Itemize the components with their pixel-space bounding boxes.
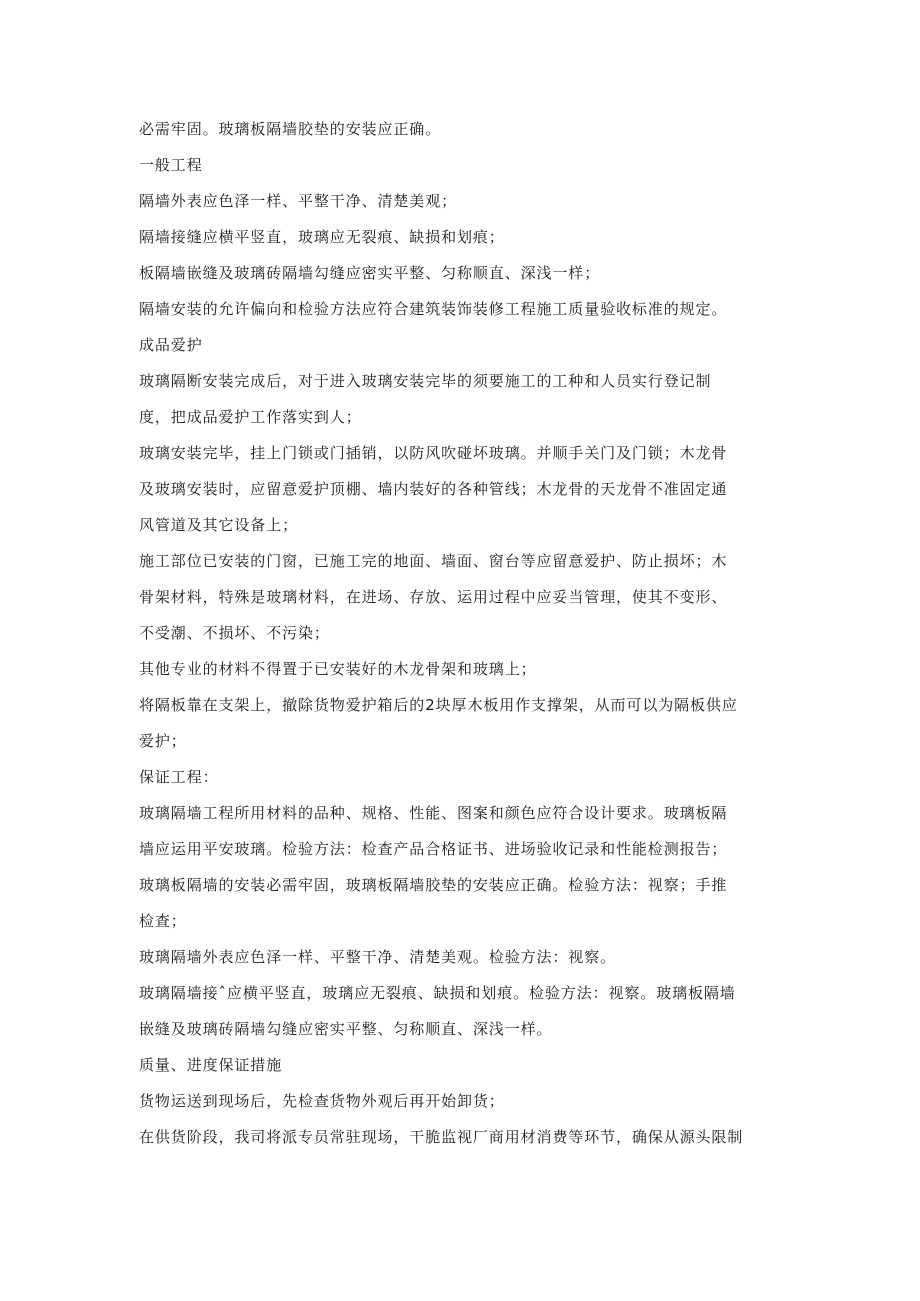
text-line: 爱护； <box>139 732 187 750</box>
text-line: 在供货阶段，我司将派专员常驻现场，干脆监视厂商用材消费等环节，确保从源头限制 <box>139 1128 744 1146</box>
text-line: 其他专业的材料不得置于已安装好的木龙骨架和玻璃上； <box>139 660 537 678</box>
text-line: 板隔墙嵌缝及玻璃砖隔墙勾缝应密实平整、匀称顺直、深浅一样； <box>139 264 601 282</box>
text-line: 必需牢固。玻璃板隔墙胶垫的安装应正确。 <box>139 120 442 138</box>
text-line: 货物运送到现场后，先检查货物外观后再开始卸货； <box>139 1092 505 1110</box>
text-line: 隔墙接缝应横平竖直，玻璃应无裂痕、缺损和划痕； <box>139 228 505 246</box>
section-heading: 成品爱护 <box>139 336 203 354</box>
text-line: 玻璃隔墙接ˆ应横平竖直，玻璃应无裂痕、缺损和划痕。检验方法：视察。玻璃板隔墙 <box>139 984 736 1002</box>
section-heading: 保证工程： <box>139 768 219 786</box>
text-line: 玻璃板隔墙的安装必需牢固，玻璃板隔墙胶垫的安装应正确。检验方法：视察；手推 <box>139 876 728 894</box>
text-line: 及玻璃安装时，应留意爱护顶棚、墙内装好的各种管线；木龙骨的天龙骨不准固定通 <box>139 480 728 498</box>
text-line: 玻璃隔墙工程所用材料的品种、规格、性能、图案和颜色应符合设计要求。玻璃板隔 <box>139 804 728 822</box>
text-line: 玻璃安装完毕，挂上门锁或门插销，以防风吹碰坏玻璃。并顺手关门及门锁；木龙骨 <box>139 444 728 462</box>
text-line: 隔墙外表应色泽一样、平整干净、清楚美观； <box>139 192 458 210</box>
text-line: 度，把成品爱护工作落实到人； <box>139 408 362 426</box>
text-line: 嵌缝及玻璃砖隔墙勾缝应密实平整、匀称顺直、深浅一样。 <box>139 1020 553 1038</box>
section-heading: 质量、进度保证措施 <box>139 1056 283 1074</box>
text-line: 玻璃隔断安装完成后，对于进入玻璃安装完毕的须要施工的工种和人员实行登记制 <box>139 372 712 390</box>
text-line: 施工部位已安装的门窗，已施工完的地面、墙面、窗台等应留意爱护、防止损坏；木 <box>139 552 728 570</box>
text-line: 将隔板靠在支架上，撤除货物爱护箱后的2块厚木板用作支撑架，从而可以为隔板供应 <box>139 696 738 714</box>
text-line: 骨架材料，特殊是玻璃材料，在进场、存放、运用过程中应妥当管理，使其不变形、 <box>139 588 728 606</box>
document-body <box>139 111 799 1155</box>
text-line: 玻璃隔墙外表应色泽一样、平整干净、清楚美观。检验方法：视察。 <box>139 948 617 966</box>
text-line: 风管道及其它设备上； <box>139 516 299 534</box>
section-heading: 一般工程 <box>139 156 203 174</box>
text-line: 检查； <box>139 912 187 930</box>
text-line: 不受潮、不损坏、不污染； <box>139 624 330 642</box>
text-line: 隔墙安装的允许偏向和检验方法应符合建筑装饰装修工程施工质量验收标准的规定。 <box>139 300 728 318</box>
text-line: 墙应运用平安玻璃。检验方法：检查产品合格证书、进场验收记录和性能检测报告； <box>139 840 728 858</box>
